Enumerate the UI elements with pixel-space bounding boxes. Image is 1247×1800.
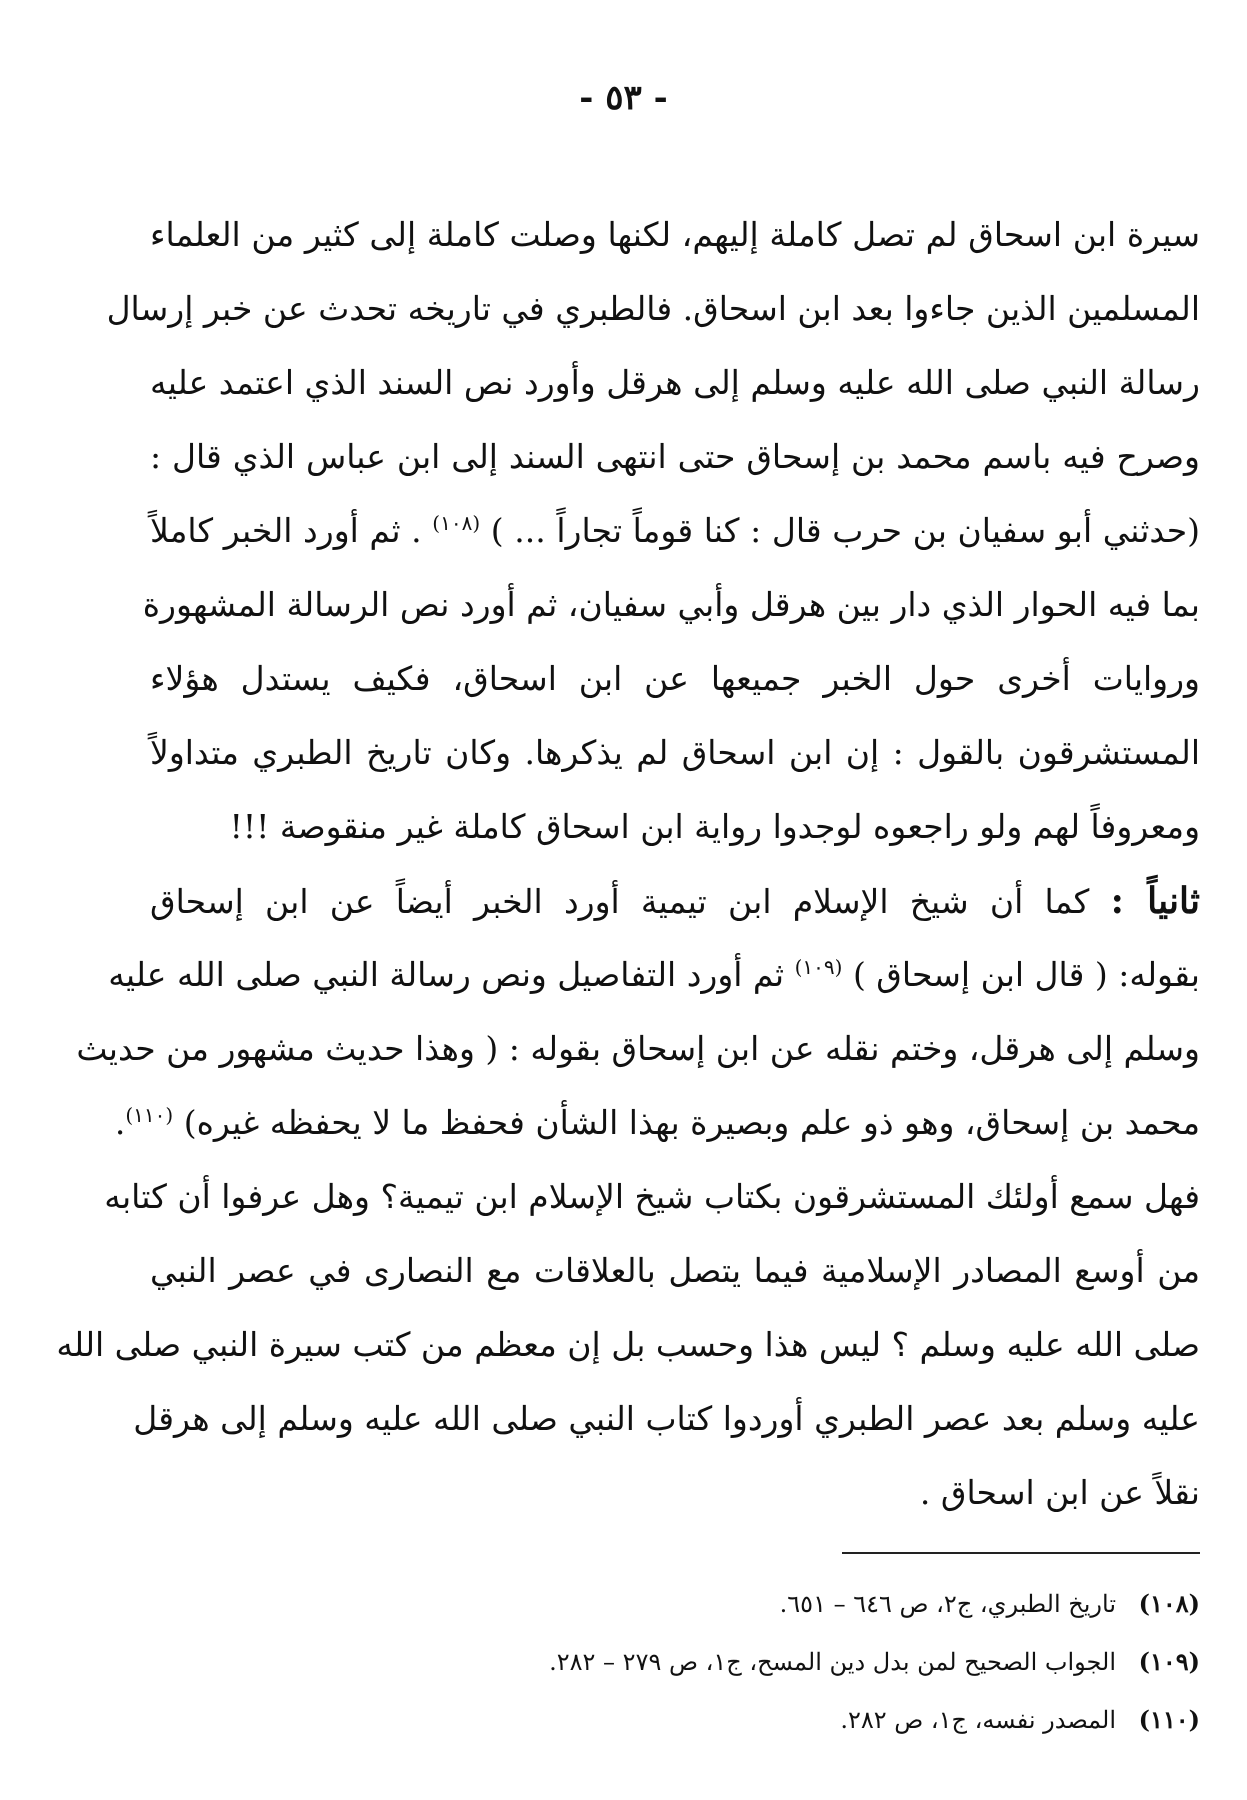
text-line [114, 1086, 1200, 1160]
line-segment: (حدثني أبو سفيان بن حرب قال : كنا قوماً تجاراً ... ) [490, 511, 1200, 550]
footnote-number: (١٠٨) [1138, 1589, 1200, 1618]
text-line: سيرة ابن اسحاق لم تصل كاملة إليهم، لكنها وصلت كاملة إلى كثير من العلماء [150, 215, 1200, 254]
line-segment: . ثم أورد الخبر كاملاً [150, 511, 422, 550]
footnote-text: الجواب الصحيح لمن بدل دين المسح، ج١، ص ٢٧٩ – ٢٨٢. [549, 1648, 1116, 1676]
footnote-text: تاريخ الطبري، ج٢، ص ٦٤٦ – ٦٥١. [779, 1590, 1116, 1618]
text-line: صلى الله عليه وسلم ؟ ليس هذا وحسب بل إن معظم من كتب سيرة النبي صلى الله [56, 1325, 1200, 1364]
text-line: بما فيه الحوار الذي دار بين هرقل وأبي سفيان، ثم أورد نص الرسالة المشهورة [142, 585, 1200, 624]
footnote-109 [400, 1633, 1200, 1691]
line-segment: محمد بن إسحاق، وهو ذو علم وبصيرة بهذا الشأن فحفظ ما لا يحفظه غيره) [183, 1103, 1200, 1142]
text-line [150, 494, 1200, 568]
line-segment: ثم أورد التفاصيل ونص رسالة النبي صلى الله عليه [108, 955, 785, 994]
footnote-108 [400, 1575, 1200, 1633]
page-number: - ٥٣ - [579, 78, 668, 118]
line-segment: بقوله: ( قال ابن إسحاق ) [852, 955, 1200, 994]
text-line: المستشرقون بالقول : إن ابن اسحاق لم يذكرها. وكان تاريخ الطبري متداولاً [150, 733, 1200, 772]
text-line: وسلم إلى هرقل، وختم نقله عن ابن إسحاق بقوله : ( وهذا حديث مشهور من حديث [76, 1029, 1200, 1068]
body-text [56, 198, 1200, 1530]
text-line: وصرح فيه باسم محمد بن إسحاق حتى انتهى السند إلى ابن عباس الذي قال : [150, 437, 1200, 476]
footnote-divider [842, 1552, 1200, 1554]
text-line [108, 938, 1200, 1012]
text-line: رسالة النبي صلى الله عليه وسلم إلى هرقل وأورد نص السند الذي اعتمد عليه [150, 363, 1200, 402]
footnote-text: المصدر نفسه، ج١، ص ٢٨٢. [840, 1706, 1116, 1734]
text-line: ومعروفاً لهم ولو راجعوه لوجدوا رواية ابن اسحاق كاملة غير منقوصة !!! [229, 807, 1200, 846]
footnote-ref-108[interactable]: (١٠٨) [432, 511, 481, 535]
section-lead: ثانياً : [1110, 880, 1200, 922]
text-line: فهل سمع أولئك المستشرقون بكتاب شيخ الإسلام ابن تيمية؟ وهل عرفوا أن كتابه [104, 1177, 1200, 1216]
text-line: وروايات أخرى حول الخبر جميعها عن ابن اسحاق، فكيف يستدل هؤلاء [150, 659, 1200, 698]
footnote-number: (١١٠) [1138, 1705, 1200, 1734]
footnote-110 [400, 1691, 1200, 1749]
line-segment: كما أن شيخ الإسلام ابن تيمية أورد الخبر أيضاً عن ابن إسحاق [150, 882, 1090, 921]
footnote-ref-110[interactable]: (١١٠) [125, 1103, 174, 1127]
footnote-number: (١٠٩) [1138, 1647, 1200, 1676]
text-line: المسلمين الذين جاءوا بعد ابن اسحاق. فالطبري في تاريخه تحدث عن خبر إرسال [106, 289, 1200, 328]
text-line: نقلاً عن ابن اسحاق . [919, 1473, 1200, 1512]
footnotes [400, 1575, 1200, 1749]
text-line: عليه وسلم بعد عصر الطبري أوردوا كتاب النبي صلى الله عليه وسلم إلى هرقل [133, 1399, 1200, 1438]
text-line: من أوسع المصادر الإسلامية فيما يتصل بالعلاقات مع النصارى في عصر النبي [150, 1251, 1200, 1290]
footnote-ref-109[interactable]: (١٠٩) [794, 955, 843, 979]
line-segment: . [114, 1103, 126, 1142]
text-line [150, 864, 1200, 938]
